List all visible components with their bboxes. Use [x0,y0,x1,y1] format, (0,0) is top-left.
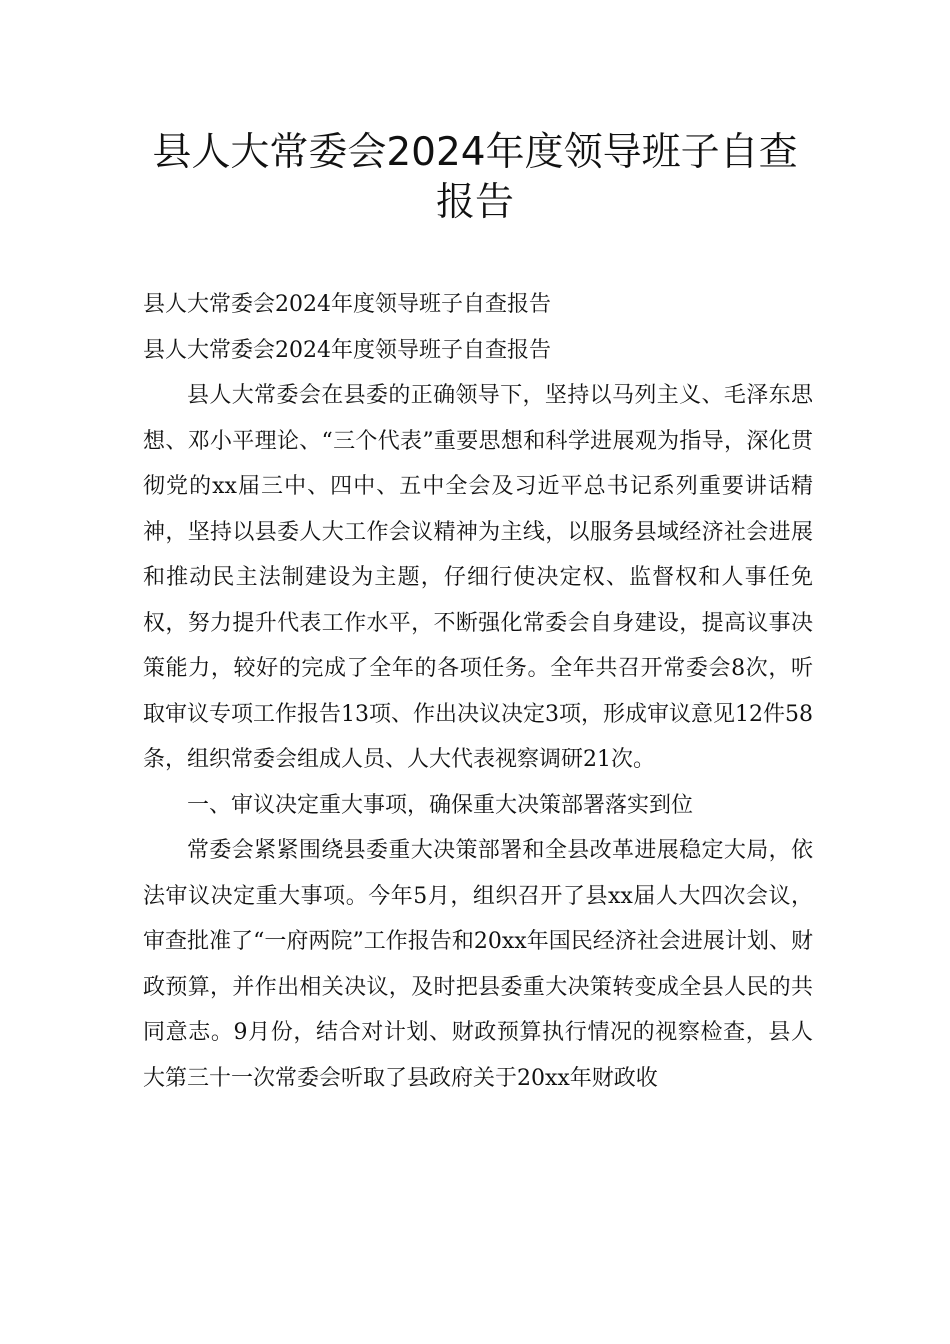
subtitle-line-2: 县人大常委会2024年度领导班子自查报告 [143,337,551,363]
intro-paragraph: 县人大常委会在县委的正确领导下，坚持以马列主义、毛泽东思想、邓小平理论、“三个代表”重要思想和科学进展观为指导，深化贯彻党的xx届三中、四中、五中全会及习近平总书记系列重要讲话精神，坚持以县委人大工作会议精神为主线，以服务县域经济社会进展和推动民主法制建设为主题，仔细行使决定权、监督权和人事任免权，努力提升代表工作水平，不断强化常委会自身建设，提高议事决策能力，较好的完成了全年的各项任务。全年共召开常委会8次，听取审议专项工作报告13项、作出决议决定3项，形成审议意见12件58条，组织常委会组成人员、人大代表视察调研21次。 [143,383,813,772]
document-title-line-2: 报告 [435,180,514,225]
document-body [143,282,813,1101]
document-title-line-1: 县人大常委会2024年度领导班子自查 [152,130,798,175]
document-title [100,128,850,228]
section-heading: 一、审议决定重大事项，确保重大决策部署落实到位 [187,792,694,818]
section-paragraph: 常委会紧紧围绕县委重大决策部署和全县改革进展稳定大局，依法审议决定重大事项。今年5月，组织召开了县xx届人大四次会议，审查批准了“一府两院”工作报告和20xx年国民经济社会进展计划、财政预算，并作出相关决议，及时把县委重大决策转变成全县人民的共同意志。9月份，结合对计划、财政预算执行情况的视察检查，县人大第三十一次常委会听取了县政府关于20xx年财政收 [143,838,813,1091]
subtitle-line-1: 县人大常委会2024年度领导班子自查报告 [143,292,551,317]
